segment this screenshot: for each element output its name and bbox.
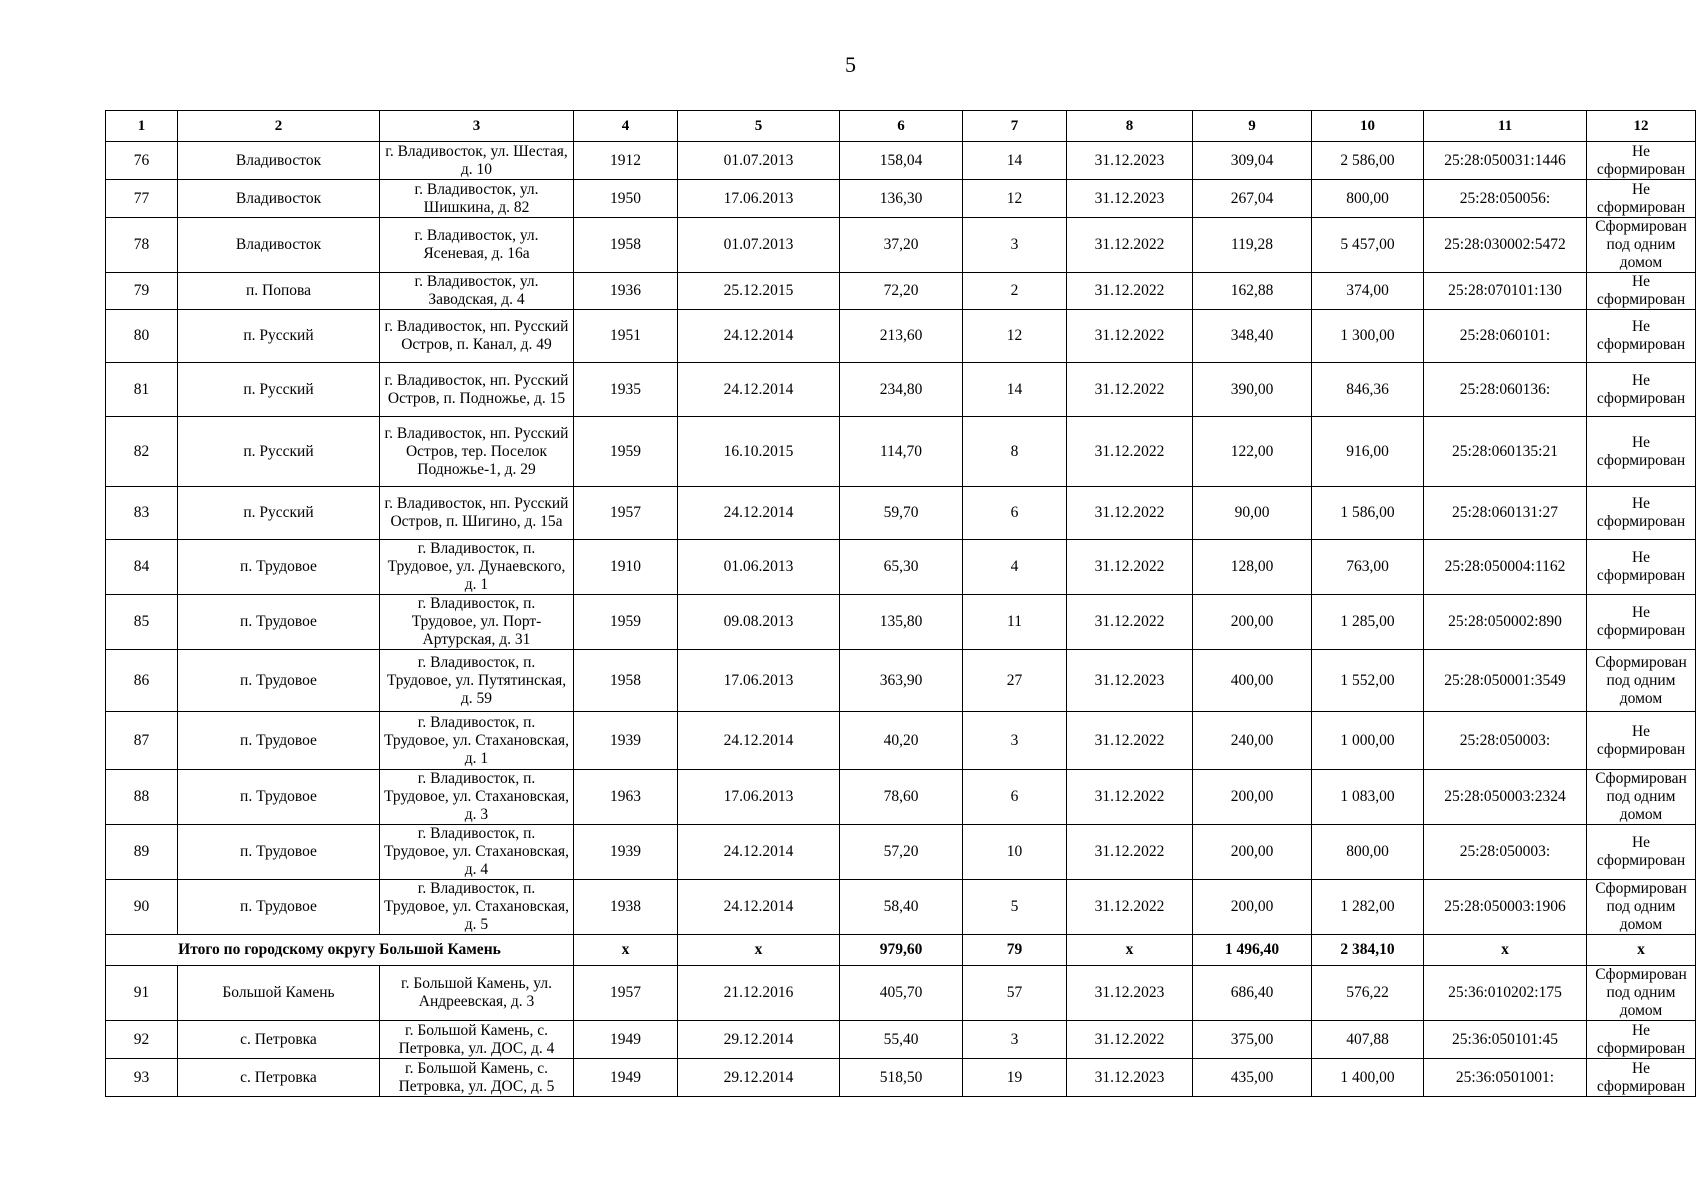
cell-area2: 119,28 [1193, 218, 1312, 273]
cell-area2: 90,00 [1193, 487, 1312, 540]
cell-year: 1963 [574, 770, 678, 825]
cell-year: 1949 [574, 1021, 678, 1059]
cell-place: п. Русский [178, 363, 380, 417]
cell-status: Не сформирован [1587, 310, 1696, 363]
cell-status: Сформирован под одним домом [1587, 650, 1696, 712]
cell-cadastre: 25:36:010202:175 [1424, 966, 1587, 1021]
subtotal-row [106, 935, 1696, 966]
cell-year: 1939 [574, 825, 678, 880]
cell-land: 1 586,00 [1312, 487, 1424, 540]
cell-land: 800,00 [1312, 825, 1424, 880]
cell-land: 763,00 [1312, 540, 1424, 595]
cell-place: Владивосток [178, 142, 380, 180]
cell-deadline: 31.12.2022 [1067, 880, 1193, 935]
cell-status: Сформирован под одним домом [1587, 966, 1696, 1021]
table-row [106, 1059, 1696, 1097]
cell-residents: 6 [963, 487, 1067, 540]
cell-deadline: 31.12.2023 [1067, 142, 1193, 180]
cell-area: 405,70 [840, 966, 963, 1021]
cell-year: 1951 [574, 310, 678, 363]
cell-date: 01.06.2013 [678, 540, 840, 595]
cell-residents: 12 [963, 180, 1067, 218]
cell-deadline: 31.12.2023 [1067, 180, 1193, 218]
cell-area: 55,40 [840, 1021, 963, 1059]
cell-date: 21.12.2016 [678, 966, 840, 1021]
cell-place: п. Русский [178, 487, 380, 540]
cell-address: г. Владивосток, п. Трудовое, ул. Путятинская, д. 59 [380, 650, 574, 712]
cell-n: 93 [106, 1059, 178, 1097]
cell-status: Не сформирован [1587, 417, 1696, 487]
cell-place: Большой Камень [178, 966, 380, 1021]
cell-place: п. Русский [178, 310, 380, 363]
cell-cadastre: 25:28:050003:2324 [1424, 770, 1587, 825]
cell-area2: 200,00 [1193, 880, 1312, 935]
table-row [106, 310, 1696, 363]
cell-residents: 6 [963, 770, 1067, 825]
cell-cadastre: 25:28:050003: [1424, 712, 1587, 770]
table-row [106, 363, 1696, 417]
cell-residents: 4 [963, 540, 1067, 595]
cell-status: Не сформирован [1587, 712, 1696, 770]
cell-residents: 2 [963, 273, 1067, 310]
cell-area2: 400,00 [1193, 650, 1312, 712]
column-header: 3 [380, 111, 574, 142]
cell-deadline: 31.12.2022 [1067, 825, 1193, 880]
cell-area: 65,30 [840, 540, 963, 595]
cell-area: 363,90 [840, 650, 963, 712]
cell-place: Владивосток [178, 180, 380, 218]
cell-deadline: 31.12.2022 [1067, 595, 1193, 650]
cell-residents: 11 [963, 595, 1067, 650]
cell-deadline: 31.12.2022 [1067, 1021, 1193, 1059]
cell-deadline: 31.12.2022 [1067, 363, 1193, 417]
cell-residents: 14 [963, 142, 1067, 180]
cell-land: 374,00 [1312, 273, 1424, 310]
cell-address: г. Владивосток, нп. Русский Остров, п. Канал, д. 49 [380, 310, 574, 363]
table-row [106, 650, 1696, 712]
cell-date: 24.12.2014 [678, 487, 840, 540]
page-number: 5 [845, 52, 856, 77]
subtotal-residents: 79 [963, 935, 1067, 966]
cell-address: г. Большой Камень, с. Петровка, ул. ДОС, д. 5 [380, 1059, 574, 1097]
cell-land: 5 457,00 [1312, 218, 1424, 273]
cell-status: Не сформирован [1587, 825, 1696, 880]
cell-land: 1 400,00 [1312, 1059, 1424, 1097]
cell-date: 24.12.2014 [678, 363, 840, 417]
cell-address: г. Владивосток, п. Трудовое, ул. Стахановская, д. 1 [380, 712, 574, 770]
cell-deadline: 31.12.2022 [1067, 417, 1193, 487]
cell-address: г. Владивосток, нп. Русский Остров, п. Подножье, д. 15 [380, 363, 574, 417]
cell-address: г. Владивосток, ул. Ясеневая, д. 16а [380, 218, 574, 273]
cell-n: 92 [106, 1021, 178, 1059]
cell-area2: 348,40 [1193, 310, 1312, 363]
cell-n: 82 [106, 417, 178, 487]
cell-deadline: 31.12.2022 [1067, 540, 1193, 595]
subtotal-status: х [1587, 935, 1696, 966]
cell-cadastre: 25:36:050101:45 [1424, 1021, 1587, 1059]
column-header: 1 [106, 111, 178, 142]
cell-cadastre: 25:28:030002:5472 [1424, 218, 1587, 273]
cell-residents: 57 [963, 966, 1067, 1021]
table-row [106, 825, 1696, 880]
cell-deadline: 31.12.2022 [1067, 310, 1193, 363]
cell-address: г. Владивосток, ул. Заводская, д. 4 [380, 273, 574, 310]
cell-land: 1 083,00 [1312, 770, 1424, 825]
cell-status: Сформирован под одним домом [1587, 218, 1696, 273]
cell-n: 87 [106, 712, 178, 770]
cell-land: 2 586,00 [1312, 142, 1424, 180]
cell-year: 1957 [574, 966, 678, 1021]
cell-address: г. Большой Камень, с. Петровка, ул. ДОС, д. 4 [380, 1021, 574, 1059]
cell-cadastre: 25:28:050003:1906 [1424, 880, 1587, 935]
cell-status: Не сформирован [1587, 595, 1696, 650]
cell-address: г. Владивосток, п. Трудовое, ул. Стахановская, д. 3 [380, 770, 574, 825]
cell-land: 846,36 [1312, 363, 1424, 417]
cell-year: 1950 [574, 180, 678, 218]
cell-area2: 267,04 [1193, 180, 1312, 218]
table-row [106, 180, 1696, 218]
cell-date: 16.10.2015 [678, 417, 840, 487]
cell-n: 76 [106, 142, 178, 180]
cell-n: 86 [106, 650, 178, 712]
cell-place: п. Трудовое [178, 540, 380, 595]
cell-land: 1 552,00 [1312, 650, 1424, 712]
cell-area2: 200,00 [1193, 595, 1312, 650]
cell-status: Не сформирован [1587, 487, 1696, 540]
cell-area: 59,70 [840, 487, 963, 540]
cell-n: 90 [106, 880, 178, 935]
cell-cadastre: 25:28:060136: [1424, 363, 1587, 417]
cell-deadline: 31.12.2022 [1067, 712, 1193, 770]
table-row [106, 218, 1696, 273]
cell-area2: 122,00 [1193, 417, 1312, 487]
cell-cadastre: 25:28:070101:130 [1424, 273, 1587, 310]
cell-residents: 10 [963, 825, 1067, 880]
cell-year: 1959 [574, 595, 678, 650]
cell-year: 1949 [574, 1059, 678, 1097]
cell-date: 01.07.2013 [678, 142, 840, 180]
housing-registry-table [105, 110, 1696, 1097]
cell-area: 40,20 [840, 712, 963, 770]
cell-status: Не сформирован [1587, 1021, 1696, 1059]
column-header: 2 [178, 111, 380, 142]
cell-area2: 375,00 [1193, 1021, 1312, 1059]
cell-cadastre: 25:28:050003: [1424, 825, 1587, 880]
cell-area: 37,20 [840, 218, 963, 273]
cell-land: 800,00 [1312, 180, 1424, 218]
cell-area2: 435,00 [1193, 1059, 1312, 1097]
column-header: 9 [1193, 111, 1312, 142]
cell-deadline: 31.12.2023 [1067, 1059, 1193, 1097]
subtotal-area: 979,60 [840, 935, 963, 966]
cell-status: Не сформирован [1587, 363, 1696, 417]
cell-year: 1936 [574, 273, 678, 310]
column-header: 7 [963, 111, 1067, 142]
table-row [106, 966, 1696, 1021]
cell-year: 1938 [574, 880, 678, 935]
cell-address: г. Владивосток, п. Трудовое, ул. Дунаевского, д. 1 [380, 540, 574, 595]
subtotal-area2: 1 496,40 [1193, 935, 1312, 966]
cell-status: Не сформирован [1587, 273, 1696, 310]
cell-place: п. Трудовое [178, 595, 380, 650]
cell-deadline: 31.12.2022 [1067, 273, 1193, 310]
cell-date: 24.12.2014 [678, 880, 840, 935]
table-row [106, 712, 1696, 770]
cell-date: 01.07.2013 [678, 218, 840, 273]
cell-area2: 200,00 [1193, 825, 1312, 880]
cell-date: 24.12.2014 [678, 712, 840, 770]
cell-land: 1 282,00 [1312, 880, 1424, 935]
cell-residents: 8 [963, 417, 1067, 487]
cell-area2: 200,00 [1193, 770, 1312, 825]
cell-place: с. Петровка [178, 1059, 380, 1097]
cell-year: 1958 [574, 650, 678, 712]
cell-area2: 128,00 [1193, 540, 1312, 595]
cell-area2: 309,04 [1193, 142, 1312, 180]
cell-land: 916,00 [1312, 417, 1424, 487]
cell-place: с. Петровка [178, 1021, 380, 1059]
subtotal-cadastre: х [1424, 935, 1587, 966]
cell-status: Не сформирован [1587, 142, 1696, 180]
cell-status: Сформирован под одним домом [1587, 770, 1696, 825]
cell-area2: 390,00 [1193, 363, 1312, 417]
cell-date: 17.06.2013 [678, 180, 840, 218]
cell-area2: 240,00 [1193, 712, 1312, 770]
cell-area2: 686,40 [1193, 966, 1312, 1021]
cell-n: 79 [106, 273, 178, 310]
cell-deadline: 31.12.2023 [1067, 966, 1193, 1021]
cell-area: 78,60 [840, 770, 963, 825]
cell-area: 158,04 [840, 142, 963, 180]
cell-status: Сформирован под одним домом [1587, 880, 1696, 935]
cell-cadastre: 25:28:050056: [1424, 180, 1587, 218]
cell-cadastre: 25:28:050004:1162 [1424, 540, 1587, 595]
cell-status: Не сформирован [1587, 540, 1696, 595]
cell-n: 78 [106, 218, 178, 273]
cell-residents: 14 [963, 363, 1067, 417]
cell-date: 29.12.2014 [678, 1021, 840, 1059]
cell-place: п. Попова [178, 273, 380, 310]
cell-residents: 19 [963, 1059, 1067, 1097]
subtotal-year: х [574, 935, 678, 966]
cell-date: 25.12.2015 [678, 273, 840, 310]
cell-area: 518,50 [840, 1059, 963, 1097]
cell-address: г. Владивосток, нп. Русский Остров, п. Шигино, д. 15а [380, 487, 574, 540]
cell-date: 09.08.2013 [678, 595, 840, 650]
cell-place: п. Трудовое [178, 712, 380, 770]
cell-cadastre: 25:28:060135:21 [1424, 417, 1587, 487]
cell-area: 58,40 [840, 880, 963, 935]
cell-year: 1939 [574, 712, 678, 770]
cell-address: г. Большой Камень, ул. Андреевская, д. 3 [380, 966, 574, 1021]
cell-residents: 3 [963, 218, 1067, 273]
cell-address: г. Владивосток, п. Трудовое, ул. Порт-Артурская, д. 31 [380, 595, 574, 650]
cell-n: 81 [106, 363, 178, 417]
column-header: 4 [574, 111, 678, 142]
cell-deadline: 31.12.2022 [1067, 218, 1193, 273]
cell-cadastre: 25:36:0501001: [1424, 1059, 1587, 1097]
cell-area: 213,60 [840, 310, 963, 363]
cell-n: 83 [106, 487, 178, 540]
cell-n: 91 [106, 966, 178, 1021]
cell-land: 1 000,00 [1312, 712, 1424, 770]
table-row [106, 1021, 1696, 1059]
table-row [106, 595, 1696, 650]
cell-year: 1957 [574, 487, 678, 540]
cell-cadastre: 25:28:050031:1446 [1424, 142, 1587, 180]
cell-address: г. Владивосток, п. Трудовое, ул. Стахановская, д. 5 [380, 880, 574, 935]
cell-cadastre: 25:28:050002:890 [1424, 595, 1587, 650]
subtotal-date: х [678, 935, 840, 966]
cell-date: 24.12.2014 [678, 310, 840, 363]
cell-area: 234,80 [840, 363, 963, 417]
cell-year: 1958 [574, 218, 678, 273]
column-header: 12 [1587, 111, 1696, 142]
cell-address: г. Владивосток, ул. Шестая, д. 10 [380, 142, 574, 180]
table-row [106, 417, 1696, 487]
cell-n: 88 [106, 770, 178, 825]
cell-area2: 162,88 [1193, 273, 1312, 310]
cell-cadastre: 25:28:050001:3549 [1424, 650, 1587, 712]
cell-date: 24.12.2014 [678, 825, 840, 880]
cell-date: 17.06.2013 [678, 770, 840, 825]
cell-place: п. Трудовое [178, 650, 380, 712]
cell-address: г. Владивосток, ул. Шишкина, д. 82 [380, 180, 574, 218]
column-header: 8 [1067, 111, 1193, 142]
column-number-row [106, 111, 1696, 142]
subtotal-deadline: х [1067, 935, 1193, 966]
cell-date: 29.12.2014 [678, 1059, 840, 1097]
cell-area: 135,80 [840, 595, 963, 650]
cell-n: 85 [106, 595, 178, 650]
cell-year: 1910 [574, 540, 678, 595]
table-row [106, 142, 1696, 180]
cell-land: 576,22 [1312, 966, 1424, 1021]
cell-area: 114,70 [840, 417, 963, 487]
cell-status: Не сформирован [1587, 180, 1696, 218]
subtotal-label: Итого по городскому округу Большой Камень [106, 935, 574, 966]
cell-deadline: 31.12.2023 [1067, 650, 1193, 712]
cell-cadastre: 25:28:060101: [1424, 310, 1587, 363]
cell-area: 72,20 [840, 273, 963, 310]
table-row [106, 487, 1696, 540]
table-row [106, 770, 1696, 825]
cell-year: 1959 [574, 417, 678, 487]
cell-land: 1 300,00 [1312, 310, 1424, 363]
table-row [106, 540, 1696, 595]
cell-status: Не сформирован [1587, 1059, 1696, 1097]
cell-place: п. Трудовое [178, 880, 380, 935]
cell-address: г. Владивосток, нп. Русский Остров, тер. Поселок Подножье-1, д. 29 [380, 417, 574, 487]
cell-residents: 27 [963, 650, 1067, 712]
cell-place: п. Русский [178, 417, 380, 487]
cell-land: 1 285,00 [1312, 595, 1424, 650]
cell-year: 1912 [574, 142, 678, 180]
column-header: 5 [678, 111, 840, 142]
table-row [106, 880, 1696, 935]
cell-place: Владивосток [178, 218, 380, 273]
column-header: 6 [840, 111, 963, 142]
cell-year: 1935 [574, 363, 678, 417]
cell-area: 57,20 [840, 825, 963, 880]
cell-cadastre: 25:28:060131:27 [1424, 487, 1587, 540]
cell-n: 89 [106, 825, 178, 880]
column-header: 10 [1312, 111, 1424, 142]
cell-land: 407,88 [1312, 1021, 1424, 1059]
cell-place: п. Трудовое [178, 825, 380, 880]
cell-residents: 3 [963, 1021, 1067, 1059]
table-row [106, 273, 1696, 310]
subtotal-land: 2 384,10 [1312, 935, 1424, 966]
cell-n: 84 [106, 540, 178, 595]
cell-place: п. Трудовое [178, 770, 380, 825]
cell-date: 17.06.2013 [678, 650, 840, 712]
cell-area: 136,30 [840, 180, 963, 218]
cell-address: г. Владивосток, п. Трудовое, ул. Стахановская, д. 4 [380, 825, 574, 880]
cell-n: 77 [106, 180, 178, 218]
cell-deadline: 31.12.2022 [1067, 770, 1193, 825]
cell-deadline: 31.12.2022 [1067, 487, 1193, 540]
cell-residents: 12 [963, 310, 1067, 363]
cell-residents: 3 [963, 712, 1067, 770]
column-header: 11 [1424, 111, 1587, 142]
cell-residents: 5 [963, 880, 1067, 935]
cell-n: 80 [106, 310, 178, 363]
